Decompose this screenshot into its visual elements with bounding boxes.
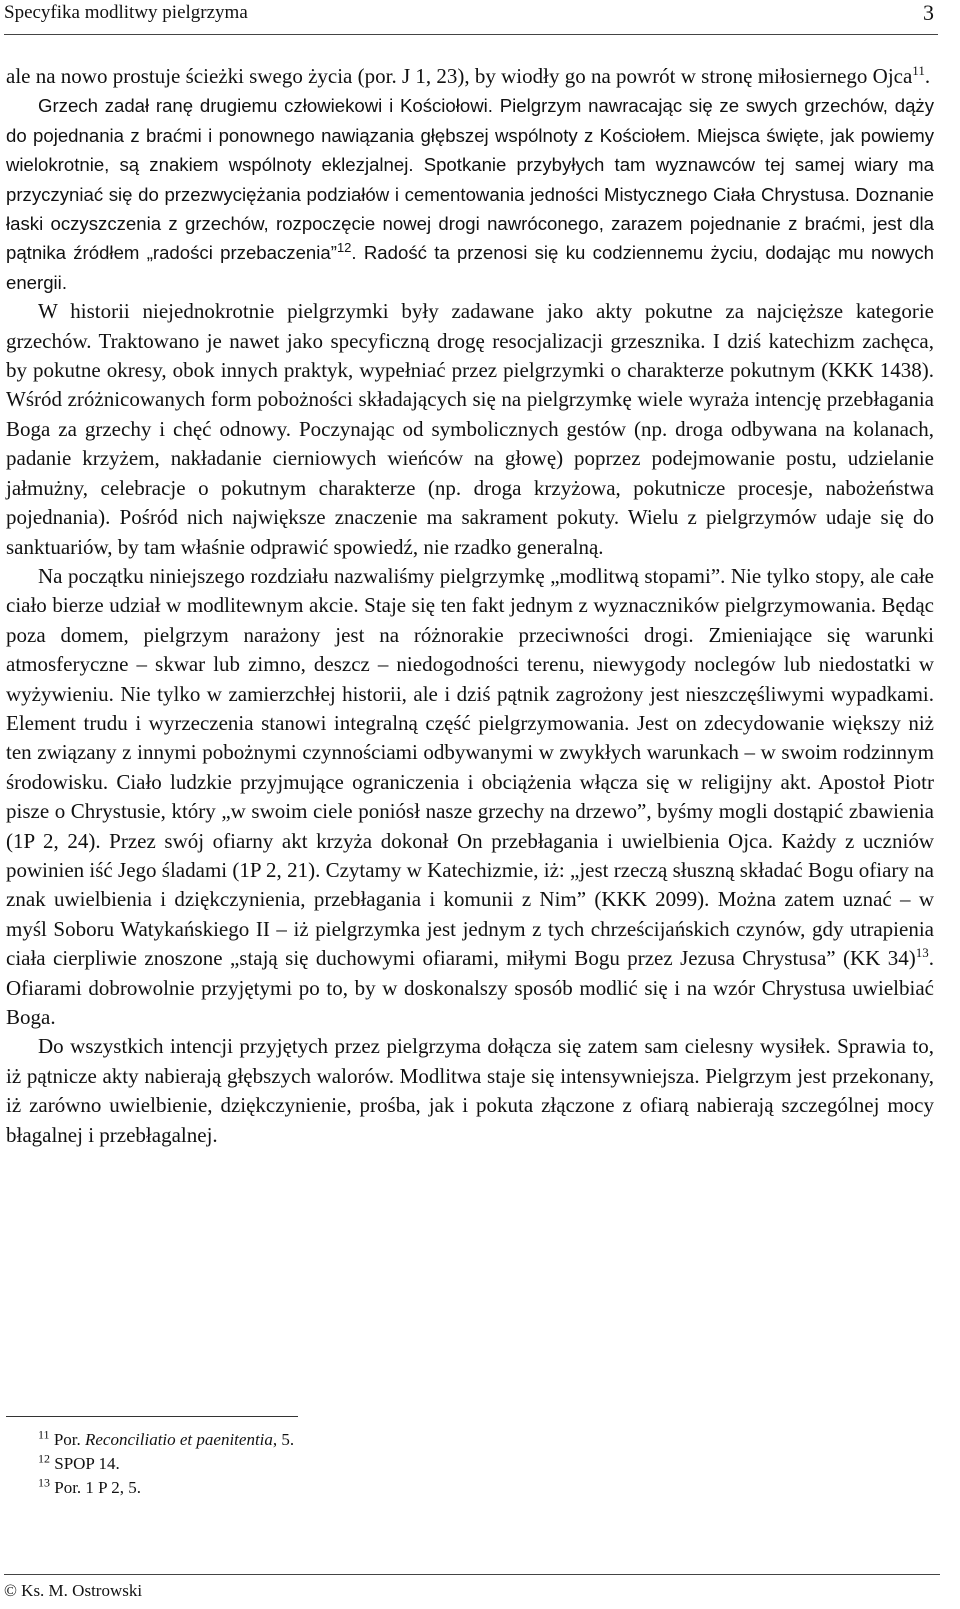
copyright-notice: © Ks. M. Ostrowski — [4, 1581, 143, 1600]
running-title: Specyfika modlitwy pielgrzyma — [4, 2, 248, 23]
paragraph-text: . Ofiarami dobrowolnie przyjętymi po to, by w doskonalszy sposób modlić się i na wzór Chrystusa uwielbiać Boga. — [6, 946, 934, 1029]
paragraph-text: Do wszystkich intencji przyjętych przez pielgrzyma dołącza się zatem sam cielesny wysiłek. Sprawia to, iż pątnicze akty nabierają głębszych walorów. Modlitwa staje się intensywniejsza. Pielgrzym jest przekonany, iż zarówno uwielbienie, dziękczynienie, prośba, jak i pokuta złączone z ofiarą nabierają szczególnej mocy błagalnej i przebłagalnej. — [6, 1034, 934, 1147]
footnote — [38, 1476, 294, 1500]
footnote-ref: 13 — [915, 945, 929, 961]
paragraph-text: . Radość ta przenosi się ku codziennemu życiu, dodając mu nowych energii. — [6, 242, 934, 293]
footnote — [38, 1452, 294, 1476]
footnote-number: 11 — [38, 1427, 50, 1442]
footnote-ref: 11 — [912, 63, 925, 78]
footnote-number: 12 — [38, 1451, 50, 1466]
paragraph-text: W historii niejednokrotnie pielgrzymki były zadawane jako akty pokutne za najcięższe kategorie grzechów. Traktowano je nawet jako specyficzną drogę resocjalizacji grzesznika. I dziś katechizm zachęca, by pokutne okresy, obok innych praktyk, wypełniać przez pielgrzymki o charakterze pokutnym (KKK 1438). Wśród zróżnicowanych form pobożności składających się na pielgrzymkę wiele wyraża intencję przebłagania Boga za grzechy i chęć odnowy. Poczynając od symbolicznych gestów (np. droga odbywana na kolanach, padanie krzyżem, nakładanie cierniowych wieńców na głowę) poprzez podejmowanie postu, udzielanie jałmużny, celebracje o pokutnym charakterze (np. droga krzyżowa, pokutnicze procesje, nabożeństwa pojednania). Pośród nich największe znaczenie ma sakrament pokuty. Wielu z pielgrzymów udaje się do sanktuariów, by tam właśnie odprawić spowiedź, nie rzadko generalną. — [6, 299, 934, 559]
footnote-text: SPOP 14. — [54, 1454, 120, 1473]
paragraph-text: Spotkanie przybyłych tam wyznawców tej samej wiary ma przyczyniać się do przezwyciężania podziałów i cementowania jedności Mistycznego Ciała Chrystusa. Doznanie łaski oczyszczenia z grzechów, rozpoczęcie nowej drogi nawróconego, zarazem pojednanie z braćmi, jest dla pątnika źródłem „radości przebaczenia” — [6, 154, 934, 264]
paragraph — [6, 1032, 934, 1150]
footnote-text: , 5. — [272, 1430, 295, 1449]
page-footer — [4, 1574, 940, 1601]
paragraph-text: . — [924, 64, 931, 88]
paragraph — [6, 62, 934, 91]
paragraph-text: ale na nowo prostuje ścieżki swego życia (por. J 1, 23), by wiodły go na powrót w stronę miłosiernego Ojca — [6, 64, 913, 88]
paragraph-text: Na początku niniejszego rozdziału nazwaliśmy pielgrzymkę „modlitwą stopami”. Nie tylko stopy, ale całe ciało bierze udział w modlitewnym akcie. Staje się ten fakt jednym z wyznaczników pielgrzymowania. Będąc poza domem, pielgrzym narażony jest na różnorakie przeciwności drogi. Zmieniające się warunki atmosferyczne – skwar lub zimno, deszcz – niedogodności terenu, niewygody noclegów lub niedostatki w wyżywieniu. Nie tylko w zamierzchłej historii, ale i dziś pątnik zagrożony jest nieszczęśliwymi wypadkami. Element trudu i wyrzeczenia stanowi integralną część pielgrzymowania. Jest on zdecydowanie większy niż ten związany z innymi pobożnymi czynnościami odbywanymi w zwykłych warunkach – w swoim rodzinnym środowisku. Ciało ludzkie przyjmujące ograniczenia i obciążenia włącza się w religijny akt. Apostoł Piotr pisze o Chrystusie, który „w swoim ciele poniósł nasze grzechy na drzewo”, byśmy mogli dostąpić zbawienia (1P 2, 24). Przez swój ofiarny akt krzyża dokonał On przebłagania i uwielbienia Ojca. Każdy z uczniów powinien iść Jego śladami (1P 2, 21). Czytamy w Katechizmie, iż: „jest rzeczą słuszną składać Bogu ofiary na znak uwielbienia i dziękczynienia, przebłagania i komunii z Nim” (KKK 2099). Można zatem uznać – w myśl Soboru Watykańskiego II – iż pielgrzymka jest jednym z tych chrześcijańskich czynów, gdy utrapienia ciała cierpliwie znoszone „stają się duchowymi ofiarami, miłymi Bogu przez Jezusa Chrystusa” (KK 34) — [6, 563, 934, 971]
paragraph — [6, 297, 934, 562]
paragraph — [6, 91, 934, 297]
page-number: 3 — [923, 0, 934, 25]
footnote-separator — [6, 1416, 298, 1417]
footnote-text: Por. — [53, 1430, 85, 1449]
footnote-number: 13 — [38, 1475, 50, 1490]
body-text — [6, 62, 934, 1150]
page-header — [4, 0, 938, 35]
footnote-title: Reconciliatio et paenitentia — [85, 1430, 273, 1449]
footnote — [38, 1428, 294, 1452]
paragraph — [6, 562, 934, 1033]
footnote-ref: 12 — [336, 240, 352, 256]
footnote-text: Por. 1 P 2, 5. — [54, 1478, 142, 1497]
footnotes — [38, 1428, 294, 1500]
paragraph-text: Grzech zadał ranę drugiemu człowiekowi i Kościołowi. Pielgrzym nawracając się ze swych grzechów, dąży do pojednania z braćmi i ponownego nawiązania głębszej wspólnoty z Kościołem. Miejsca święte, jak powiemy wielokrotnie, są znakiem wspólnoty eklezjalnej. — [6, 95, 934, 176]
